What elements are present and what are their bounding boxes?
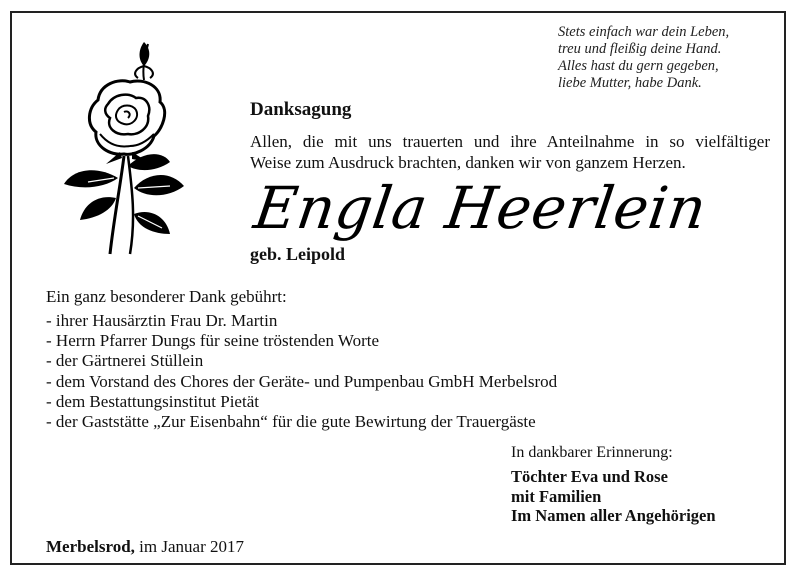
signer-line: Töchter Eva und Rose (511, 467, 668, 486)
poem-line: Alles hast du gern gegeben, (558, 58, 719, 74)
place: Merbelsrod, (46, 537, 135, 556)
list-item: - dem Bestattungsinstitut Pietät (46, 391, 259, 411)
poem-line: liebe Mutter, habe Dank. (558, 75, 702, 91)
poem-line: Stets einfach war dein Leben, (558, 24, 730, 40)
signers (511, 467, 716, 526)
intro-text (250, 131, 770, 173)
special-thanks-heading: Ein ganz besonderer Dank gebührt: (46, 287, 287, 306)
thanks-list (46, 311, 557, 432)
intro-line: Allen, die mit uns trauerten und ihre Anteilnahme in so vielfältiger (250, 132, 770, 151)
poem (558, 24, 729, 92)
signer-line: mit Familien (511, 486, 602, 506)
poem-line: treu und fleißig deine Hand. (558, 41, 722, 57)
list-item: - ihrer Hausärztin Frau Dr. Martin (46, 311, 278, 330)
deceased-name: Engla Heerlein (250, 174, 711, 242)
list-item: - der Gaststätte „Zur Eisenbahn“ für die gute Bewirtung der Trauergäste (46, 412, 536, 432)
maiden-name: geb. Leipold (250, 244, 346, 264)
signer-line: Im Namen aller Angehörigen (511, 506, 716, 525)
list-item: - dem Vorstand des Chores der Geräte- und Pumpenbau GmbH Merbelsrod (46, 371, 558, 391)
notice-heading: Danksagung (250, 99, 352, 120)
memory-label: In dankbarer Erinnerung: (511, 444, 673, 461)
rose-icon (58, 38, 193, 256)
list-item: - Herrn Pfarrer Dungs für seine tröstenden Worte (46, 331, 380, 351)
place-date (46, 537, 244, 557)
date: im Januar 2017 (139, 537, 244, 556)
intro-line: Weise zum Ausdruck brachten, danken wir von ganzem Herzen. (250, 153, 686, 172)
list-item: - der Gärtnerei Stüllein (46, 351, 204, 371)
